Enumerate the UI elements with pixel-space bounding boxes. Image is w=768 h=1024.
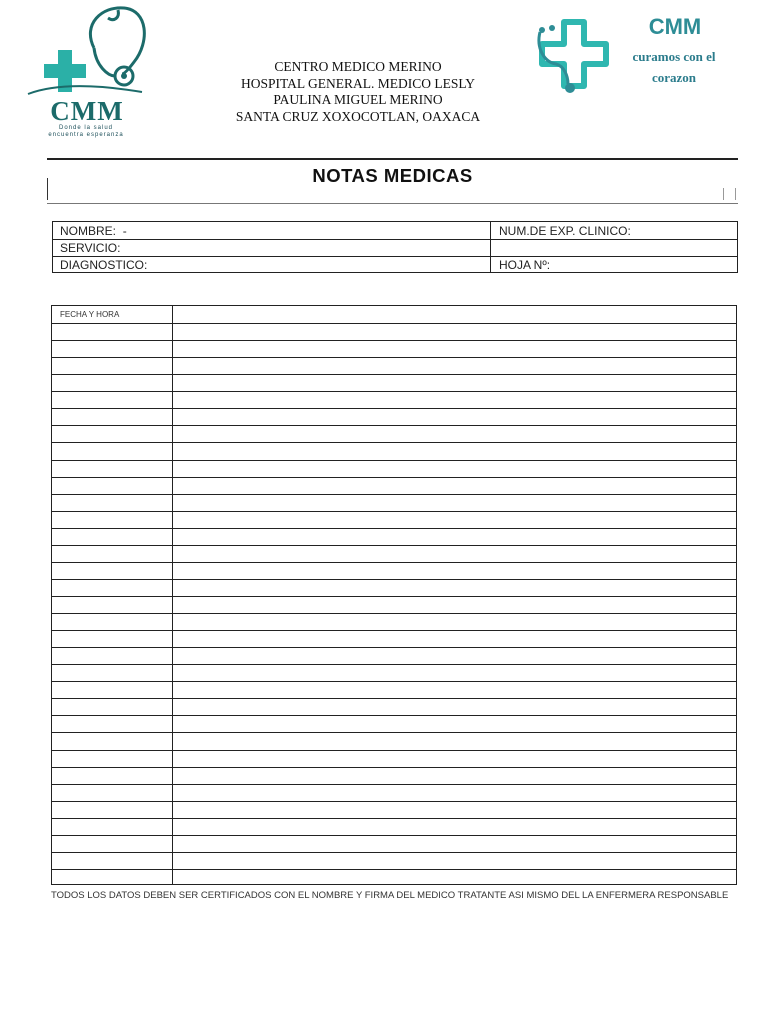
notes-row-line xyxy=(52,340,736,341)
notes-row-line xyxy=(52,732,736,733)
right-logo-name: CMM xyxy=(648,14,702,39)
servicio-field[interactable]: SERVICIO: xyxy=(60,241,121,255)
notes-row-line xyxy=(52,613,736,614)
notes-row-line xyxy=(52,647,736,648)
left-logo-slogan xyxy=(28,125,144,139)
notes-row-line xyxy=(52,460,736,461)
patient-row-nombre xyxy=(53,222,737,239)
nombre-field[interactable] xyxy=(60,224,127,238)
nombre-label: NOMBRE: xyxy=(60,224,117,238)
notes-row-line xyxy=(52,750,736,751)
patient-row-diagnostico xyxy=(53,256,737,273)
notes-row-line xyxy=(52,494,736,495)
expediente-field[interactable]: NUM.DE EXP. CLINICO: xyxy=(499,224,631,238)
notes-row-line xyxy=(52,528,736,529)
notes-row-line xyxy=(52,408,736,409)
notes-row-line xyxy=(52,562,736,563)
left-logo-name: CMM xyxy=(50,96,124,126)
notes-row-line xyxy=(52,801,736,802)
institution-header xyxy=(180,59,536,125)
notes-row-line xyxy=(52,477,736,478)
cmm-logo-heart-cross xyxy=(534,18,614,98)
notes-row-line xyxy=(52,681,736,682)
notes-row-line xyxy=(52,545,736,546)
institution-line: SANTA CRUZ XOXOCOTLAN, OAXACA xyxy=(235,108,481,124)
notes-column-divider xyxy=(172,306,173,884)
diagnostico-field[interactable]: DIAGNOSTICO: xyxy=(60,258,148,272)
notes-row-line xyxy=(52,596,736,597)
notes-row-line xyxy=(52,442,736,443)
notes-row-line xyxy=(52,869,736,870)
notes-row-line xyxy=(52,425,736,426)
left-logo-slogan-line2: encuentra esperanza xyxy=(48,132,124,138)
right-logo-slogan xyxy=(616,46,732,88)
margin-mark xyxy=(723,188,724,200)
right-logo-slogan-line1: curamos con el xyxy=(632,49,716,64)
notes-row-line xyxy=(52,391,736,392)
left-logo-slogan-line1: Donde la salud xyxy=(58,125,114,131)
hoja-field[interactable]: HOJA Nº: xyxy=(499,258,551,272)
notes-row-line xyxy=(52,630,736,631)
institution-line: CENTRO MEDICO MERINO xyxy=(274,59,442,74)
notes-row-line xyxy=(52,357,736,358)
title-divider xyxy=(47,203,738,204)
notes-table xyxy=(51,305,737,885)
notes-row-line xyxy=(52,784,736,785)
notes-row-line xyxy=(52,374,736,375)
patient-info-box xyxy=(52,221,738,273)
notes-column-header: FECHA Y HORA xyxy=(60,310,120,319)
right-logo-slogan-line2: corazon xyxy=(651,70,697,85)
institution-line: HOSPITAL GENERAL. MEDICO LESLY xyxy=(240,75,476,91)
notes-row-line xyxy=(52,323,736,324)
notes-row-line xyxy=(52,767,736,768)
document-title: NOTAS MEDICAS xyxy=(312,165,473,186)
margin-mark xyxy=(47,178,48,200)
notes-row-line xyxy=(52,698,736,699)
header-divider xyxy=(47,158,738,160)
institution-line: PAULINA MIGUEL MERINO xyxy=(273,92,443,107)
notes-row-line xyxy=(52,818,736,819)
notes-row-line xyxy=(52,715,736,716)
patient-row-servicio xyxy=(53,239,737,256)
notes-row-line xyxy=(52,664,736,665)
notes-row-line xyxy=(52,511,736,512)
notes-row-line xyxy=(52,835,736,836)
footer-certification-note: TODOS LOS DATOS DEBEN SER CERTIFICADOS CON EL NOMBRE Y FIRMA DEL MEDICO TRATANTE ASI MISMO DEL LA ENFERMERA RESPONSABLE xyxy=(51,890,729,901)
margin-mark xyxy=(735,188,736,200)
notes-row-line xyxy=(52,579,736,580)
nombre-value: - xyxy=(122,224,127,238)
notes-row-line xyxy=(52,852,736,853)
